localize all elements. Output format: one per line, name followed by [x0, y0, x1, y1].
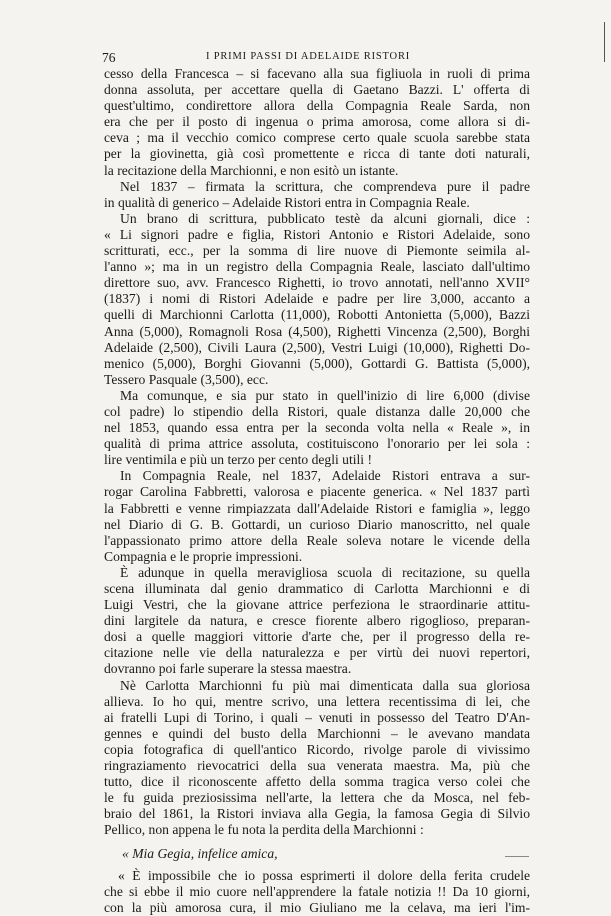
text-line: Nel 1837 – firmata la scrittura, che comprendeva pure il padre — [120, 178, 530, 194]
text-line: con la più amorosa cura, il mio Giuliano me la celava, ma ieri l'im- — [104, 899, 530, 915]
text-line: ringraziamento rievocatrici della sua venerata maestra. Ma, più che — [104, 758, 530, 774]
text-line: le fu guida preziosissima nell'arte, la lettera che da Mosca, nel feb- — [104, 790, 530, 806]
text-line: col padre) lo stipendio della Ristori, quale distanza dalle 20,000 che — [104, 403, 530, 419]
text-line: nel Diario di G. B. Gottardi, un curioso Diario manoscritto, nel quale — [104, 516, 530, 532]
text-line: qualità di prima attrice assoluta, costituiscono l'onorario per lei sola : — [104, 436, 530, 452]
text-line: copia fotografica di quell'antico Ricordo, rivolge parole di vivissimo — [104, 741, 530, 757]
text-line: donna assoluta, per accettare quella di Gaetano Bazzi. L' offerta di — [104, 82, 530, 98]
text-line: l'anno »; ma in un registro della Compagnia Reale, lasciato dall'ultimo — [104, 259, 530, 275]
text-line: quelli di Marchionni Carlotta (11,000), Robotti Antonietta (5,000), Bazzi — [104, 307, 530, 323]
page-number: 76 — [102, 50, 116, 65]
text-line: tutto, dice il riconoscente affetto della somma tragica verso colei che — [104, 774, 530, 790]
text-line: « È impossibile che io possa esprimerti il dolore della ferita crudele — [118, 867, 530, 883]
text-line: Tessero Pasquale (3,500), ecc. — [104, 371, 269, 387]
text-line: la recitazione della Marchionni, e non esitò un istante. — [104, 162, 399, 178]
text-line: che si ebbe il mio cuore nell'apprendere la fatale notizia !! Da 10 giorni, — [104, 883, 530, 899]
body-text — [104, 66, 530, 916]
bottom-rule-mark — [505, 856, 529, 857]
text-line: ceva ; ma il vecchio comico comprese certo quale scuola sarebbe stata — [104, 130, 530, 146]
text-line: Un brano di scrittura, pubblicato testè da alcuni giornali, dice : — [120, 210, 530, 226]
text-line: la Fabbretti e venne rimpiazzata dall'Adelaide Ristori e famiglia », leggo — [104, 500, 530, 516]
text-line: Luigi Vestri, che la giovane attrice perfeziona le straordinarie attitu- — [104, 597, 530, 613]
text-line: nel 1853, quando essa entra per la seconda volta nella « Reale », in — [104, 420, 530, 436]
text-line: braio del 1861, la Ristori inviava alla Gegia, la famosa Gegia di Silvio — [104, 806, 530, 822]
text-line: scritturati, ecc., per la somma di lire nuove di Piemonte seimila al- — [104, 243, 530, 259]
text-line: citazione nelle vie della naturalezza e per virtù dei nuovi repertori, — [104, 645, 530, 661]
text-line: dovranno poi farle superare la stessa maestra. — [104, 661, 352, 677]
text-line: ai fratelli Lupi di Torino, i quali – venuti in possesso del Teatro D'An- — [104, 709, 530, 725]
text-line: In Compagnia Reale, nel 1837, Adelaide Ristori entrava a sur- — [120, 468, 530, 484]
text-line: Nè Carlotta Marchionni fu più mai dimenticata dalla sua gloriosa — [120, 677, 530, 693]
text-line: Compagnia e le proprie impressioni. — [104, 548, 303, 564]
text-line: Adelaide (2,500), Civili Laura (2,500), Vestri Luigi (10,000), Righetti Do- — [104, 339, 530, 355]
text-line: (1837) i nomi di Ristori Adelaide e padre per lire 3,000, accanto a — [104, 291, 530, 307]
text-line: dini largitele da natura, e cresce fiorente albero rigoglioso, preparan- — [104, 613, 530, 629]
text-line: per la giovinetta, già così promettente e ricca di tante doti naturali, — [104, 146, 530, 162]
text-line: Pellico, non appena le fu nota la perdita della Marchionni : — [104, 822, 424, 838]
text-line: dosi a quelle maggiori vittorie d'arte che, per il progresso della re- — [104, 629, 530, 645]
text-line: direttore suo, avv. Francesco Righetti, io trovo annotati, nell'anno XVII° — [104, 275, 530, 291]
text-line: quest'ultimo, condirettore allora della Compagnia Reale Sarda, non — [104, 98, 530, 114]
text-line: scena illuminata dal genio drammatico di Carlotta Marchionni e di — [104, 581, 530, 596]
letter-salutation: « Mia Gegia, infelice amica, — [122, 845, 278, 861]
running-title: I PRIMI PASSI DI ADELAIDE RISTORI — [206, 51, 411, 62]
text-line: Ma comunque, e sia pur stato in quell'inizio di lire 6,000 (divise — [120, 387, 530, 403]
text-line: È adunque in quella meravigliosa scuola di recitazione, su quella — [120, 564, 530, 580]
text-line: « Li signori padre e figlia, Ristori Antonio e Ristori Adelaide, sono — [104, 226, 530, 242]
text-line: in qualità di generico – Adelaide Ristori entra in Compagnia Reale. — [104, 194, 470, 210]
text-line: era che per il posto di ingenua o prima amorosa, come allora si di- — [104, 114, 530, 130]
page-header — [102, 50, 532, 66]
text-line: l'appassionato primo attore della Reale soleva notare le vicende della — [104, 532, 530, 548]
text-line: menico (5,000), Borghi Giovanni (5,000), Gottardi G. Battista (5,000), — [104, 355, 530, 371]
text-line: gennes e quindi del busto della Marchionni – le avevano mandata — [104, 725, 530, 741]
text-line: cesso della Francesca – si facevano alla sua figliuola in ruoli di prima — [104, 66, 530, 81]
page-edge-line — [604, 22, 605, 62]
text-line: Anna (5,000), Romagnoli Rosa (4,500), Righetti Vincenza (2,500), Borghi — [104, 323, 530, 339]
text-line: lire ventimila e più un terzo per cento degli utili ! — [104, 452, 373, 468]
text-line: rogar Carolina Fabbretti, valorosa e piacente generica. « Nel 1837 partì — [104, 484, 530, 500]
text-line: allieva. Io ho qui, mentre scrivo, una lettera recentissima di lei, che — [104, 693, 530, 709]
